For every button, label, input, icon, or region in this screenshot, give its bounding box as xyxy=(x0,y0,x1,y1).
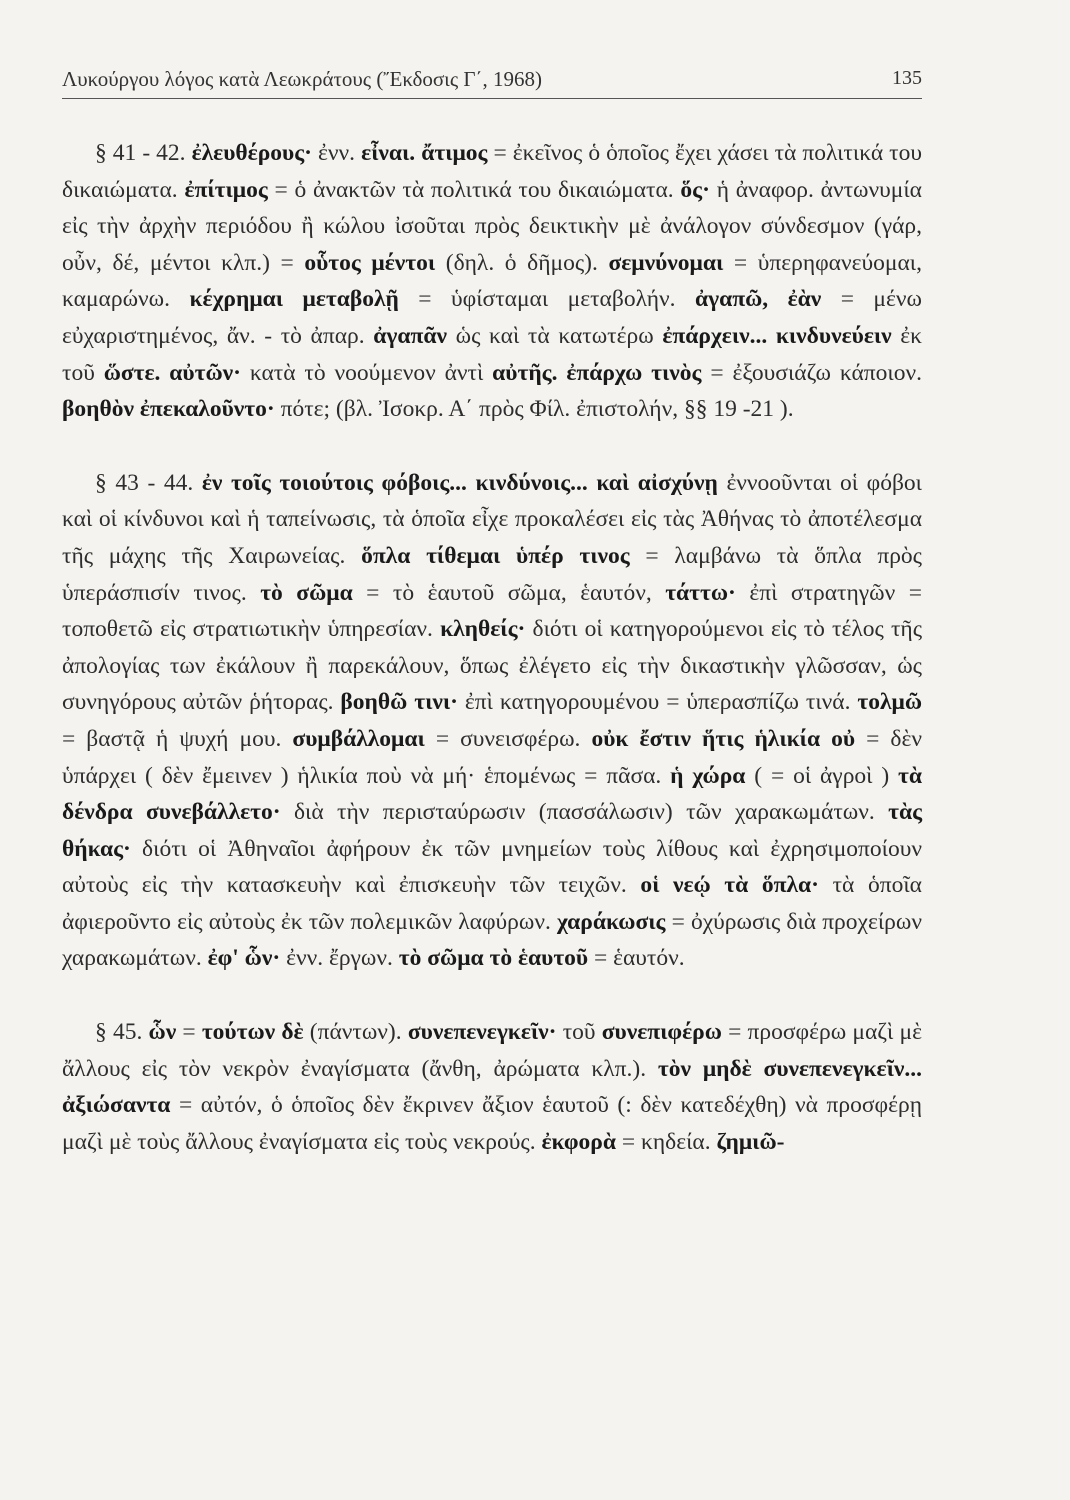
gloss-text: = λαμβάνω τὰ ὅπλα πρὸς ὑπεράσπισίν τινος. xyxy=(62,542,922,606)
gloss-text: = δὲν ὑπάρχει ( δὲν ἔμεινεν ) ἡλικία ποὺ νὰ μή· ἑπομένως = πᾶσα. xyxy=(62,725,922,789)
lemma: ἐπάρχω τινὸς xyxy=(566,359,702,386)
gloss-text: ἐκ τοῦ xyxy=(62,322,922,386)
running-title: Λυκούργου λόγος κατὰ Λεωκράτους (Ἔκδοσις Γ΄, 1968) xyxy=(62,67,543,91)
lemma: ἐπάρχειν... κινδυνεύειν xyxy=(662,322,892,349)
lemma: συνεπιφέρω xyxy=(601,1019,722,1046)
gloss-text xyxy=(557,360,566,386)
lemma: ἐφ' ὧν· xyxy=(207,945,281,972)
gloss-text: § 43 - 44. xyxy=(95,469,202,496)
lemma: τάττω· xyxy=(665,579,736,606)
gloss-text: = προσφέρω μαζὶ μὲ ἄλλους εἰς τὸν νεκρὸν ἐναγίσματα (ἄνθη, ἀρώματα κλπ.). xyxy=(62,1019,922,1082)
gloss-text: = αὐτόν, ὁ ὁποῖος δὲν ἔκρινεν ἄξιον ἑαυτοῦ (: δὲν κατεδέχθη) νὰ προσφέρῃ μαζὶ μὲ τοὺς ἄλλους ἐναγίσματα εἰς τοὺς νεκρούς. xyxy=(62,1092,922,1155)
lemma: τὰς θήκας· xyxy=(62,799,922,862)
commentary-section-43-44 xyxy=(62,465,922,977)
gloss-text: = κηδεία. xyxy=(616,1128,717,1155)
lemma: κληθείς· xyxy=(440,616,526,643)
lemma: χαράκωσις xyxy=(556,908,666,935)
lemma: αὐτῆς. xyxy=(492,359,558,386)
lemma: ἐν τοῖς τοιούτοις φόβοις... κινδύνοις... καὶ αἰσχύνῃ xyxy=(201,469,718,496)
gloss-text: = ἐξουσιάζω κάποιον. xyxy=(701,359,922,386)
lemma: ἀγαπᾶν xyxy=(373,322,447,349)
lemma: τολμῶ xyxy=(857,689,922,716)
gloss-text: § 45. xyxy=(95,1019,149,1046)
lemma: τὰ δένδρα συνεβάλλετο· xyxy=(62,762,922,826)
gloss-text: (πάντων). xyxy=(303,1019,408,1046)
lemma: τὸν μηδὲ συνεπενεγκεῖν... ἀξιώσαντα xyxy=(62,1055,922,1119)
lemma: οἱ νεῴ τὰ ὅπλα· xyxy=(640,872,819,899)
lemma: ἀγαπῶ, ἐὰν xyxy=(695,286,822,313)
gloss-text: ἐνν. ἔργων. xyxy=(280,945,399,972)
lemma: κέχρημαι μεταβολῇ xyxy=(189,286,399,313)
lemma: συμβάλλομαι xyxy=(292,725,425,752)
lemma: σεμνύνομαι xyxy=(608,249,724,276)
lemma: οὗτος μέντοι xyxy=(304,249,436,276)
gloss-text: (δηλ. ὁ δῆμος). xyxy=(435,249,609,276)
gloss-text: = xyxy=(176,1019,202,1046)
gloss-text: διὰ τὴν περισταύρωσιν (πασσάλωσιν) τῶν χαρακωμάτων. xyxy=(280,799,889,826)
gloss-text: = τὸ ἑαυτοῦ σῶμα, ἑαυτόν, xyxy=(352,579,666,606)
lemma: τὸ σῶμα xyxy=(260,579,353,606)
gloss-text: = βαστᾷ ἡ ψυχή μου. xyxy=(62,725,293,752)
gloss-text: διότι οἱ κατηγορούμενοι εἰς τὸ τέλος τῆς ἀπολογίας των ἐκάλουν ἢ παρεκάλουν, ὅπως ἐλέγετο εἰς τὴν δικαστικὴν γλῶσσαν, ὡς συνηγόρους αὐτῶν ῥήτορας. xyxy=(62,616,922,716)
lemma: ὅς· xyxy=(680,176,710,203)
lemma: ὧν xyxy=(148,1019,177,1046)
gloss-text: = ὁ ἀνακτῶν τὰ πολιτικά του δικαιώματα. xyxy=(267,176,681,203)
gloss-text: = ὑπερηφανεύομαι, καμαρώνω. xyxy=(62,249,922,313)
commentary-section-45 xyxy=(62,1014,922,1160)
gloss-text: ( = οἱ ἀγροὶ ) xyxy=(745,762,899,789)
lemma: τὸ σῶμα τὸ ἑαυτοῦ xyxy=(398,945,589,972)
running-header xyxy=(62,62,922,99)
lemma: ἄτιμος xyxy=(421,140,488,166)
gloss-text: ὡς καὶ τὰ κατωτέρω xyxy=(447,322,663,349)
lemma: οὐκ ἔστιν ἥτις ἡλικία οὐ xyxy=(591,725,856,752)
gloss-text: ἐπὶ στρατηγῶν = τοποθετῶ εἰς στρατιωτικὴν ὑπηρεσίαν. xyxy=(62,579,923,643)
lemma: συνεπενεγκεῖν· xyxy=(407,1019,557,1046)
commentary-section-41-42 xyxy=(62,135,922,428)
lemma: βοηθὸν ἐπεκαλοῦντο· xyxy=(62,396,275,423)
gloss-text: ἐννοοῦνται οἱ φόβοι καὶ οἱ κίνδυνοι καὶ ἡ ταπείνωσις, τὰ ὁποῖα εἶχε προκαλέσει εἰς τὰς Ἀθήνας τὸ ἀποτέλεσμα τῆς μάχης τῆς Χαιρωνείας. xyxy=(62,469,922,569)
lemma: εἶναι. xyxy=(361,140,416,166)
gloss-text: = ἐκεῖνος ὁ ὁποῖος ἔχει χάσει τὰ πολιτικά του δικαιώματα. xyxy=(62,140,923,203)
gloss-text: = ὑφίσταμαι μεταβολήν. xyxy=(398,286,696,313)
lemma: ἐπίτιμος xyxy=(184,176,268,203)
lemma: ἐλευθέρους· xyxy=(191,140,312,166)
commentary-body xyxy=(62,135,922,1160)
lemma: ζημιῶ- xyxy=(716,1128,785,1155)
gloss-text: § 41 - 42. xyxy=(95,140,192,166)
gloss-text xyxy=(160,360,169,386)
gloss-text: = ὀχύρωσις διὰ προχείρων χαρακωμάτων. xyxy=(62,908,922,972)
lemma: ὅπλα τίθεμαι ὑπέρ τινος xyxy=(361,542,630,569)
gloss-text: = μένω εὐχαριστημένος, ἄν. - τὸ ἀπαρ. xyxy=(62,286,922,349)
lemma: ἐκφορὰ xyxy=(541,1128,616,1155)
gloss-text: τὰ ὁποῖα ἀφιεροῦντο εἰς αὐτοὺς ἐκ τῶν πολεμικῶν λαφύρων. xyxy=(62,872,922,935)
gloss-text: = ἑαυτόν. xyxy=(588,945,685,972)
gloss-text: τοῦ xyxy=(556,1019,602,1046)
gloss-text: ἡ ἀναφορ. ἀντωνυμία εἰς τὴν ἀρχὴν περιόδου ἢ κώλου ἰσοῦται πρὸς δεικτικὴν μὲ ἀνάλογον σύνδεσμον (γάρ, οὖν, δέ, μέντοι κλπ.) = xyxy=(62,176,922,276)
lemma: τούτων δὲ xyxy=(201,1019,304,1046)
lemma: ἡ χώρα xyxy=(670,762,746,789)
lemma: ὥστε. xyxy=(103,359,161,386)
page-number: 135 xyxy=(892,67,922,89)
gloss-text: ἐνν. xyxy=(312,140,362,166)
gloss-text: ἐπὶ κατηγορουμένου = ὑπερασπίζω τινά. xyxy=(458,689,858,716)
gloss-text: διότι οἱ Ἀθηναῖοι ἀφήρουν ἐκ τῶν μνημείων τοὺς λίθους καὶ ἐχρησιμοποίουν αὐτοὺς εἰς τὴν κατασκευὴν καὶ ἐπισκευὴν τῶν τειχῶν. xyxy=(62,835,922,899)
gloss-text: κατὰ τὸ νοούμενον ἀντὶ xyxy=(240,359,493,386)
lemma: αὐτῶν· xyxy=(169,359,241,386)
lemma: βοηθῶ τινι· xyxy=(340,689,458,716)
gloss-text: = συνεισφέρω. xyxy=(424,725,592,752)
gloss-text: πότε; (βλ. Ἰσοκρ. Α΄ πρὸς Φίλ. ἐπιστολήν, §§ 19 -21 ). xyxy=(274,396,794,423)
